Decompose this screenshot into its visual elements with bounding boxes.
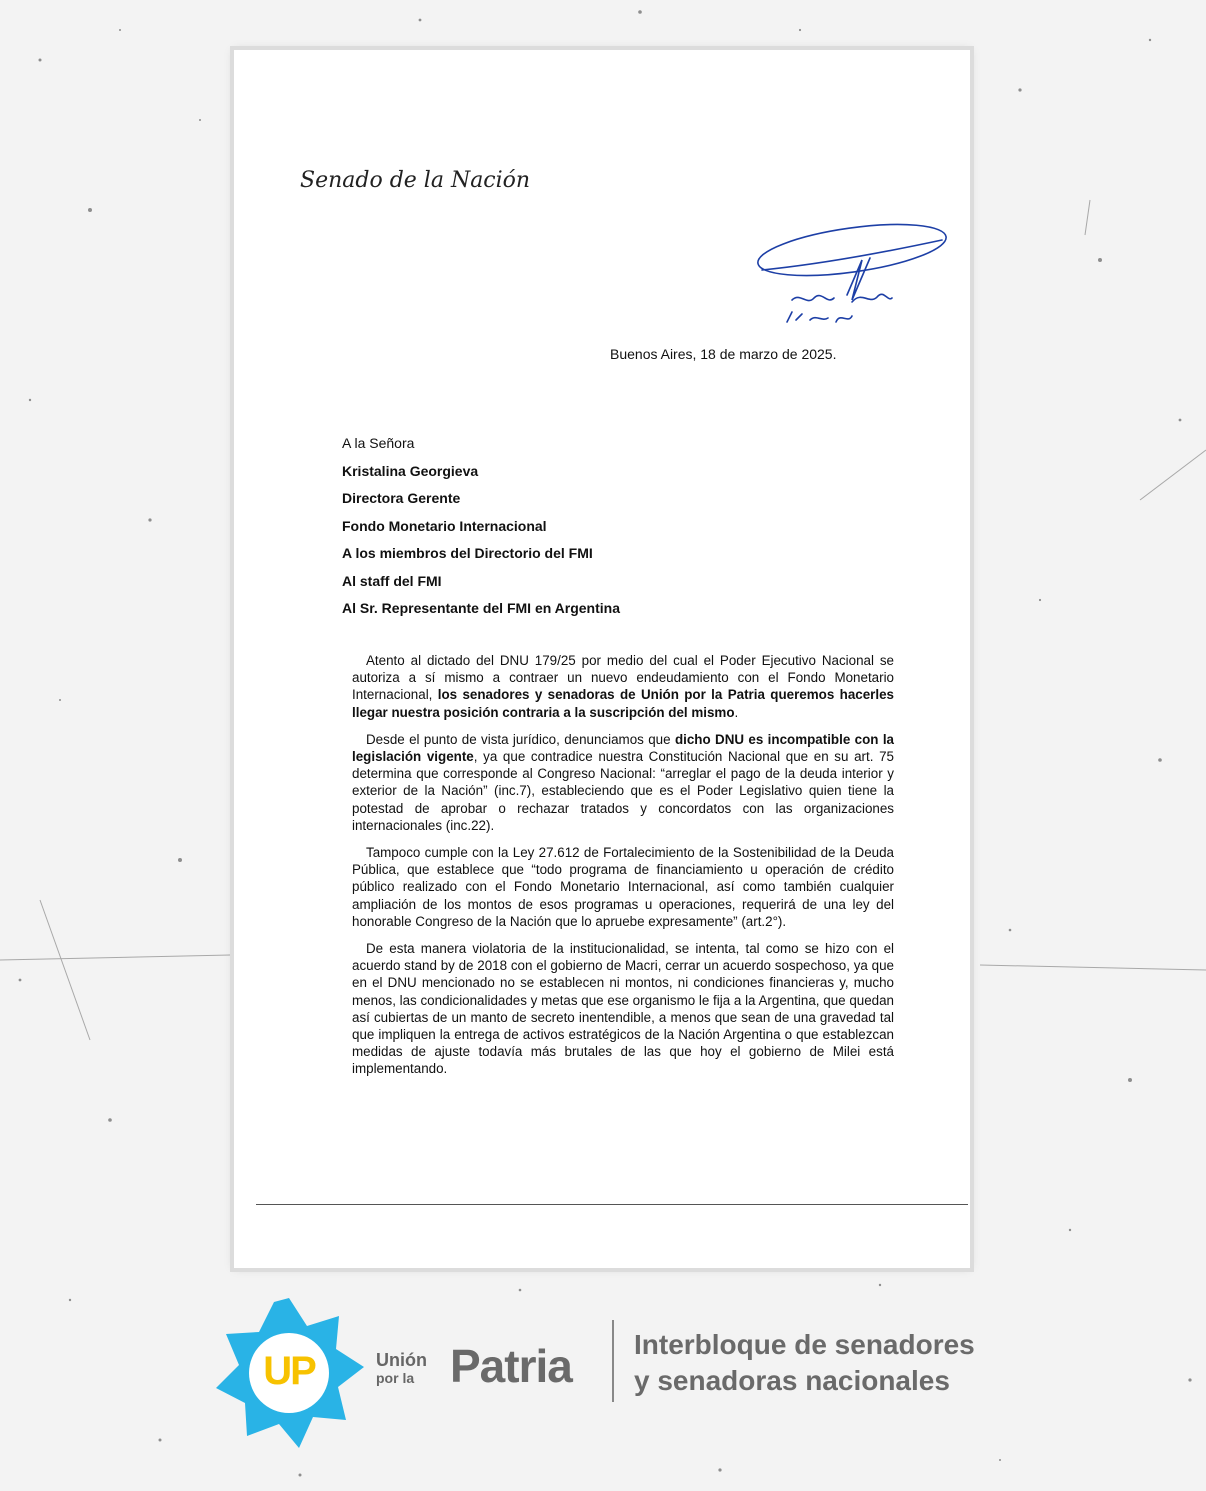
brand-por-la: por la xyxy=(376,1370,415,1386)
brand-union: Unión xyxy=(376,1350,427,1370)
brand-divider xyxy=(612,1320,614,1402)
addressee-block xyxy=(342,434,620,627)
addressee-line: Al staff del FMI xyxy=(342,572,442,589)
salutation: A la Señora xyxy=(342,435,415,451)
handwritten-signature xyxy=(752,210,952,340)
addressee-line: Fondo Monetario Internacional xyxy=(342,517,547,534)
paragraph-2: Desde el punto de vista jurídico, denunciamos que dicho DNU es incompatible con la legislación vigente, ya que contradice nuestra Constitución Nacional que en su art. 75 determina que corresponde al Congreso Nacional: “arreglar el pago de la deuda interior y exterior de la Nación” (inc.7), estableciendo que es el Poder Legislativo quien tiene la potestad de aprobar o rechazar tratados y concordatos con las organizaciones internacionales (inc.22). xyxy=(352,731,894,833)
addressee-line: Kristalina Georgieva xyxy=(342,462,479,479)
footer-rule xyxy=(256,1204,968,1205)
place-date: Buenos Aires, 18 de marzo de 2025. xyxy=(610,346,837,362)
up-badge: UP xyxy=(263,1349,315,1393)
paragraph-3: Tampoco cumple con la Ley 27.612 de Fortalecimiento de la Sostenibilidad de la Deuda Pública, que establece que “todo programa de financiamiento u operación de crédito público realizado con el Fondo Monetario Internacional, así como también cualquier ampliación de los montos de esos programas u operaciones, requerirá de una ley del honorable Congreso de la Nación que lo apruebe expresamente” (art.2°). xyxy=(352,845,894,929)
interbloque-title: Interbloque de senadores y senadoras nacionales xyxy=(634,1329,975,1396)
letter-body xyxy=(352,652,894,1088)
paragraph-1: Atento al dictado del DNU 179/25 por medio del cual el Poder Ejecutivo Nacional se autoriza a sí mismo a contraer un nuevo endeudamiento con el Fondo Monetario Internacional, los senadores y senadoras de Unión por la Patria queremos hacerles llegar nuestra posición contraria a la suscripción del mismo. xyxy=(352,653,894,720)
addressee-line: Directora Gerente xyxy=(342,490,461,506)
addressee-line: Al Sr. Representante del FMI en Argentina xyxy=(342,600,620,616)
addressee-line: A los miembros del Directorio del FMI xyxy=(342,545,593,561)
paragraph-4: De esta manera violatoria de la institucionalidad, se intenta, tal como se hizo con el acuerdo stand by de 2018 con el gobierno de Macri, cerrar un acuerdo sospechoso, ya que en el DNU mencionado no se establecen ni montos, ni condiciones financieras y, mucho menos, las condicionalidades y metas que ese organismo le fija a la Argentina, que quedan así cubiertas de un manto de secreto inentendible, a menos que sean de una gravedad tal que impliquen la entrega de activos estratégicos de la Nación Argentina o que establezcan medidas de ajuste todavía más brutales de las que hoy el gobierno de Milei está implementando. xyxy=(352,941,894,1077)
brand-patria: Patria xyxy=(450,1340,572,1392)
letterhead-senado: Senado de la Nación xyxy=(300,168,531,193)
